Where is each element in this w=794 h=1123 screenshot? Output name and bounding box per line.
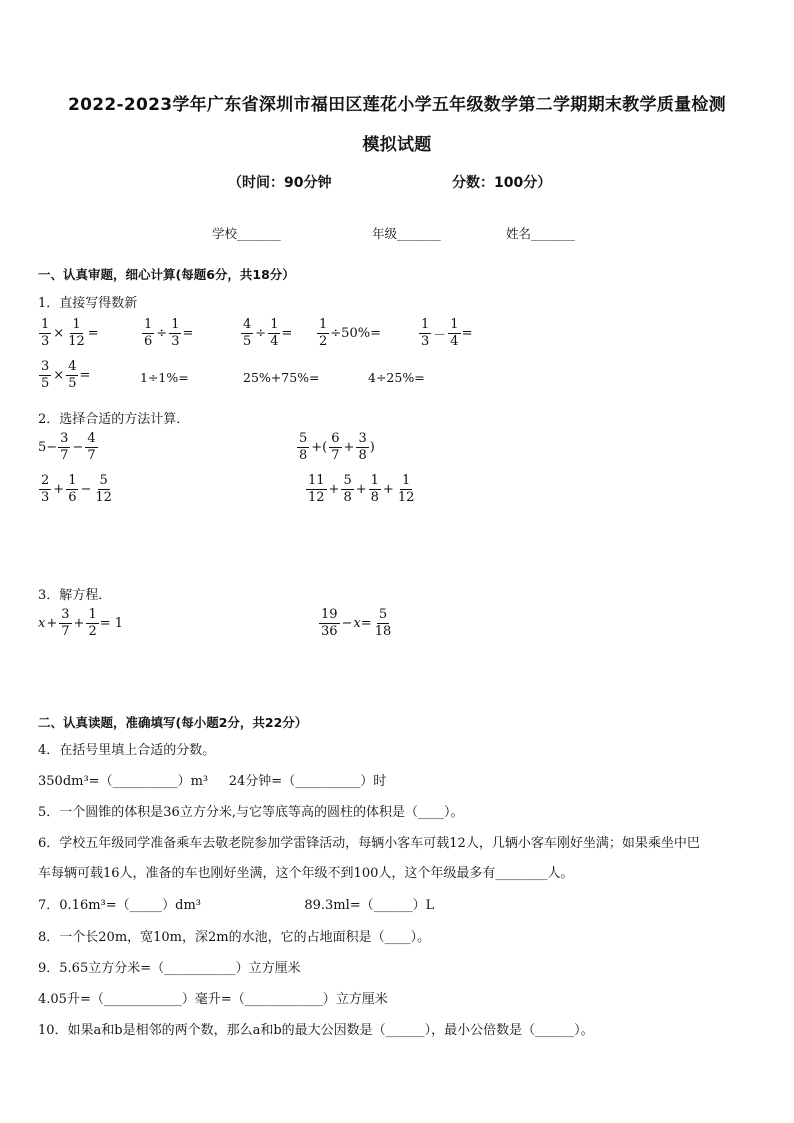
q3-label: 3．解方程． bbox=[38, 588, 112, 603]
q1-item-1: $\frac{1}{3}$ × $\frac{1}{12}$ = bbox=[41, 317, 99, 349]
q1-item-4: $\frac{1}{2}$ ÷50%= bbox=[319, 317, 381, 349]
q2-expr-2: $\frac{5}{8}$ +( $\frac{6}{7}$ + $\frac{3}{8}$ ) bbox=[299, 431, 375, 463]
q9-line1: 9．5.65立方分米=（___________）立方厘米 bbox=[38, 961, 301, 976]
q7-text: 7．0.16m³=（_____）dm³ 89.3ml=（______）L bbox=[38, 898, 435, 913]
q8-text: 8．一个长20m，宽10m，深2m的水池，它的占地面积是（____）。 bbox=[38, 930, 431, 945]
q4-line: 350dm³=（__________）m³ 24分钟=（__________）时 bbox=[38, 774, 387, 789]
q3-equation-1: x + $\frac{3}{7}$ + $\frac{1}{2}$ = 1 bbox=[38, 607, 124, 639]
page-title-line1: 2022-2023学年广东省深圳市福田区莲花小学五年级数学第二学期期末教学质量检测 bbox=[68, 95, 726, 115]
q2-expr-4: $\frac{11}{12}$ + $\frac{5}{8}$ + $\frac{1}{8}$ + $\frac{1}{12}$ bbox=[308, 473, 415, 505]
q6-line2: 车每辆可载16人，准备的车也刚好坐满，这个年级不到100人，这个年级最多有________人。 bbox=[38, 866, 574, 881]
q1-item-6: $\frac{3}{5}$ × $\frac{4}{5}$ = bbox=[41, 359, 91, 391]
exam-time: （时间：90分钟 bbox=[228, 175, 332, 191]
q4-label: 4．在括号里填上合适的分数。 bbox=[38, 743, 216, 758]
q1-item-8: 25%+75%= bbox=[243, 370, 320, 385]
school-field[interactable]: 学校_______ bbox=[212, 226, 281, 241]
q2-expr-1: 5− $\frac{3}{7}$ − $\frac{4}{7}$ bbox=[38, 431, 96, 463]
q1-item-7: 1÷1%= bbox=[140, 370, 189, 385]
name-field[interactable]: 姓名_______ bbox=[506, 226, 575, 241]
q1-item-5: $\frac{1}{3}$ － $\frac{1}{4}$ = bbox=[421, 317, 473, 349]
q2-expr-3: $\frac{2}{3}$ + $\frac{1}{6}$ − $\frac{5}{12}$ bbox=[41, 473, 112, 505]
q1-item-3: $\frac{4}{5}$ ÷ $\frac{1}{4}$ = bbox=[243, 317, 293, 349]
q9-line2: 4.05升=（____________）毫升=（____________）立方厘米 bbox=[38, 992, 388, 1007]
q5-text: 5．一个圆锥的体积是36立方分米,与它等底等高的圆柱的体积是（____）。 bbox=[38, 805, 464, 820]
q1-item-2: $\frac{1}{6}$ ÷ $\frac{1}{3}$ = bbox=[144, 317, 194, 349]
q1-item-9: 4÷25%= bbox=[368, 370, 425, 385]
page-title-line2: 模拟试题 bbox=[362, 135, 432, 155]
grade-field[interactable]: 年级_______ bbox=[372, 226, 441, 241]
q3-equation-2: $\frac{19}{36}$ − x = $\frac{5}{18}$ bbox=[321, 607, 392, 639]
q6-line1: 6．学校五年级同学准备乘车去敬老院参加学雷锋活动，每辆小客车可载12人，几辆小客车刚好坐满；如果乘坐中巴 bbox=[38, 836, 700, 851]
exam-score: 分数：100分） bbox=[452, 175, 552, 191]
q1-label: 1．直接写得数新 bbox=[38, 296, 138, 311]
q2-label: 2．选择合适的方法计算． bbox=[38, 412, 190, 427]
section2-heading: 二、认真读题，准确填写(每小题2分，共22分） bbox=[38, 715, 308, 730]
q10-text: 10．如果a和b是相邻的两个数，那么a和b的最大公因数是（______），最小公倍数是（______）。 bbox=[38, 1023, 594, 1038]
section1-heading: 一、认真审题，细心计算(每题6分，共18分） bbox=[38, 267, 295, 282]
